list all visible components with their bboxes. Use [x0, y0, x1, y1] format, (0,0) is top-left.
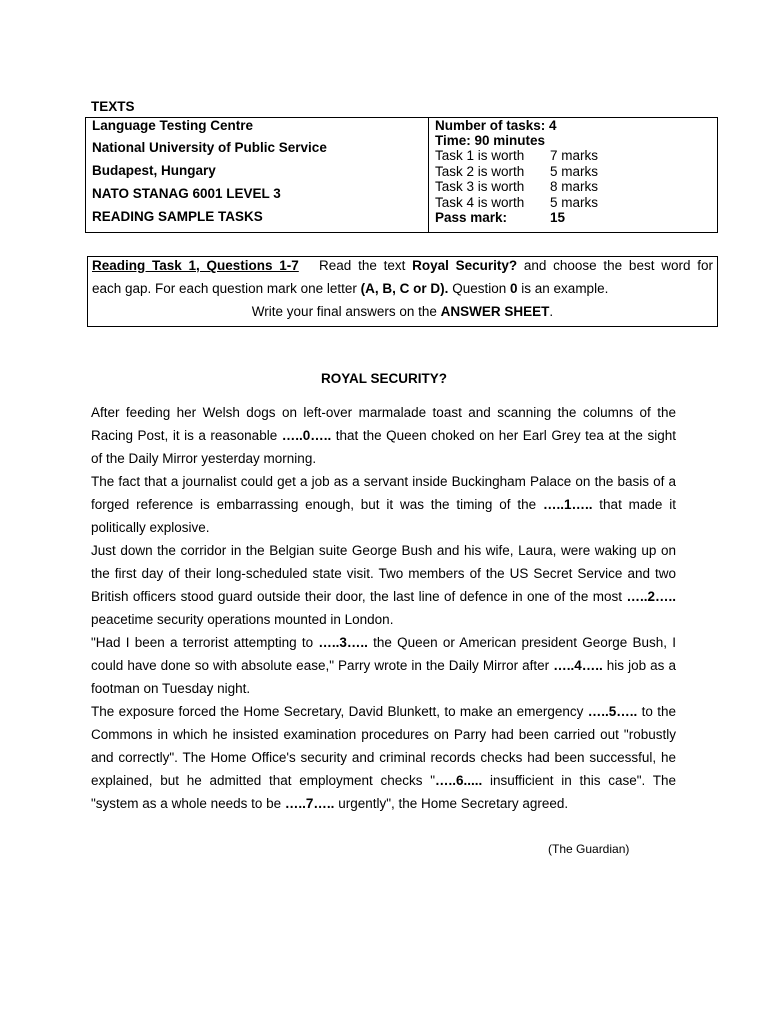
table-divider	[428, 118, 429, 232]
answer-sheet-ref: ANSWER SHEET	[440, 304, 550, 319]
gap-3: …..3…..	[318, 635, 368, 650]
task-heading: Reading Task 1, Questions 1-7	[92, 258, 299, 273]
paragraph: The exposure forced the Home Secretary, David Blunkett, to make an emergency …..5….. to the Commons in which he insisted examination procedures on Parry had been carried out "robustly and correctly". The Home Office's security and criminal records checks had been successful, he explained, but he admitted that employment checks "…..6..... insufficient in this case". The "system as a whole needs to be …..7….. urgently", the Home Secretary agreed.	[91, 704, 676, 811]
article-title-ref: Royal Security?	[412, 258, 518, 273]
pass-mark-row	[435, 210, 566, 226]
paragraph: The fact that a journalist could get a job as a servant inside Buckingham Palace on the basis of a forged reference is embarrassing enough, but it was the timing of the …..1….. that made it politically explosive.	[91, 474, 676, 535]
instruction-line-1: Reading Task 1, Questions 1-7 Read the text Royal Security? and choose the best word for	[92, 258, 713, 273]
task-mark-row	[435, 195, 599, 211]
gap-0: …..0…..	[281, 428, 332, 443]
gap-7: …..7…..	[284, 796, 335, 811]
level: NATO STANAG 6001 LEVEL 3	[92, 186, 281, 201]
gap-1: …..1…..	[542, 497, 593, 512]
centre-name: Language Testing Centre	[92, 118, 254, 133]
task-label: Task 2 is worth	[435, 164, 525, 179]
paragraph: After feeding her Welsh dogs on left-over marmalade toast and scanning the columns of the Racing Post, it is a reasonable …..0….. that the Queen choked on her Earl Grey tea at the sight of the Daily Mirror yesterday morning.	[91, 405, 676, 466]
answer-letters: (A, B, C or D).	[360, 281, 449, 296]
gap-6: …..6.....	[435, 773, 483, 788]
example-question: 0	[510, 281, 518, 296]
exam-info-table	[85, 117, 718, 233]
task-mark-row	[435, 164, 599, 180]
task-instructions-box	[87, 256, 718, 327]
paragraph: Just down the corridor in the Belgian suite George Bush and his wife, Laura, were waking up on the first day of their long-scheduled state visit. Two members of the US Secret Service and two British officers stood guard outside their door, the last line of defence in one of the most …..2….. peacetime security operations mounted in London.	[91, 543, 676, 627]
gap-4: …..4…..	[553, 658, 603, 673]
task-mark-row	[435, 179, 599, 195]
gap-2: …..2…..	[626, 589, 676, 604]
pass-mark-value: 15	[550, 210, 566, 225]
city: Budapest, Hungary	[92, 163, 216, 178]
number-of-tasks: Number of tasks: 4	[435, 118, 557, 133]
paragraph: "Had I been a terrorist attempting to …..3….. the Queen or American president George Bush, I could have done so with absolute ease," Parry wrote in the Daily Mirror after …..4….. his job as a footman on Tuesday night.	[91, 635, 676, 696]
task-label: Task 4 is worth	[435, 195, 525, 210]
pass-mark-label: Pass mark:	[435, 210, 508, 225]
task-marks: 7 marks	[550, 148, 599, 163]
instruction-line-3: Write your final answers on the ANSWER SHEET.	[251, 304, 554, 319]
texts-label: TEXTS	[91, 99, 135, 114]
source-credit: (The Guardian)	[548, 842, 630, 856]
task-marks: 5 marks	[550, 164, 599, 179]
task-marks: 5 marks	[550, 195, 599, 210]
task-marks: 8 marks	[550, 179, 599, 194]
article-title: ROYAL SECURITY?	[320, 371, 448, 386]
instruction-line-2: each gap. For each question mark one letter (A, B, C or D). Question 0 is an example.	[92, 281, 609, 296]
task-label: Task 3 is worth	[435, 179, 525, 194]
article-body	[91, 401, 676, 815]
section-title: READING SAMPLE TASKS	[92, 209, 263, 224]
gap-5: …..5…..	[587, 704, 638, 719]
university-name: National University of Public Service	[92, 140, 327, 155]
task-mark-row	[435, 148, 599, 164]
time-limit: Time: 90 minutes	[435, 133, 546, 148]
task-label: Task 1 is worth	[435, 148, 525, 163]
